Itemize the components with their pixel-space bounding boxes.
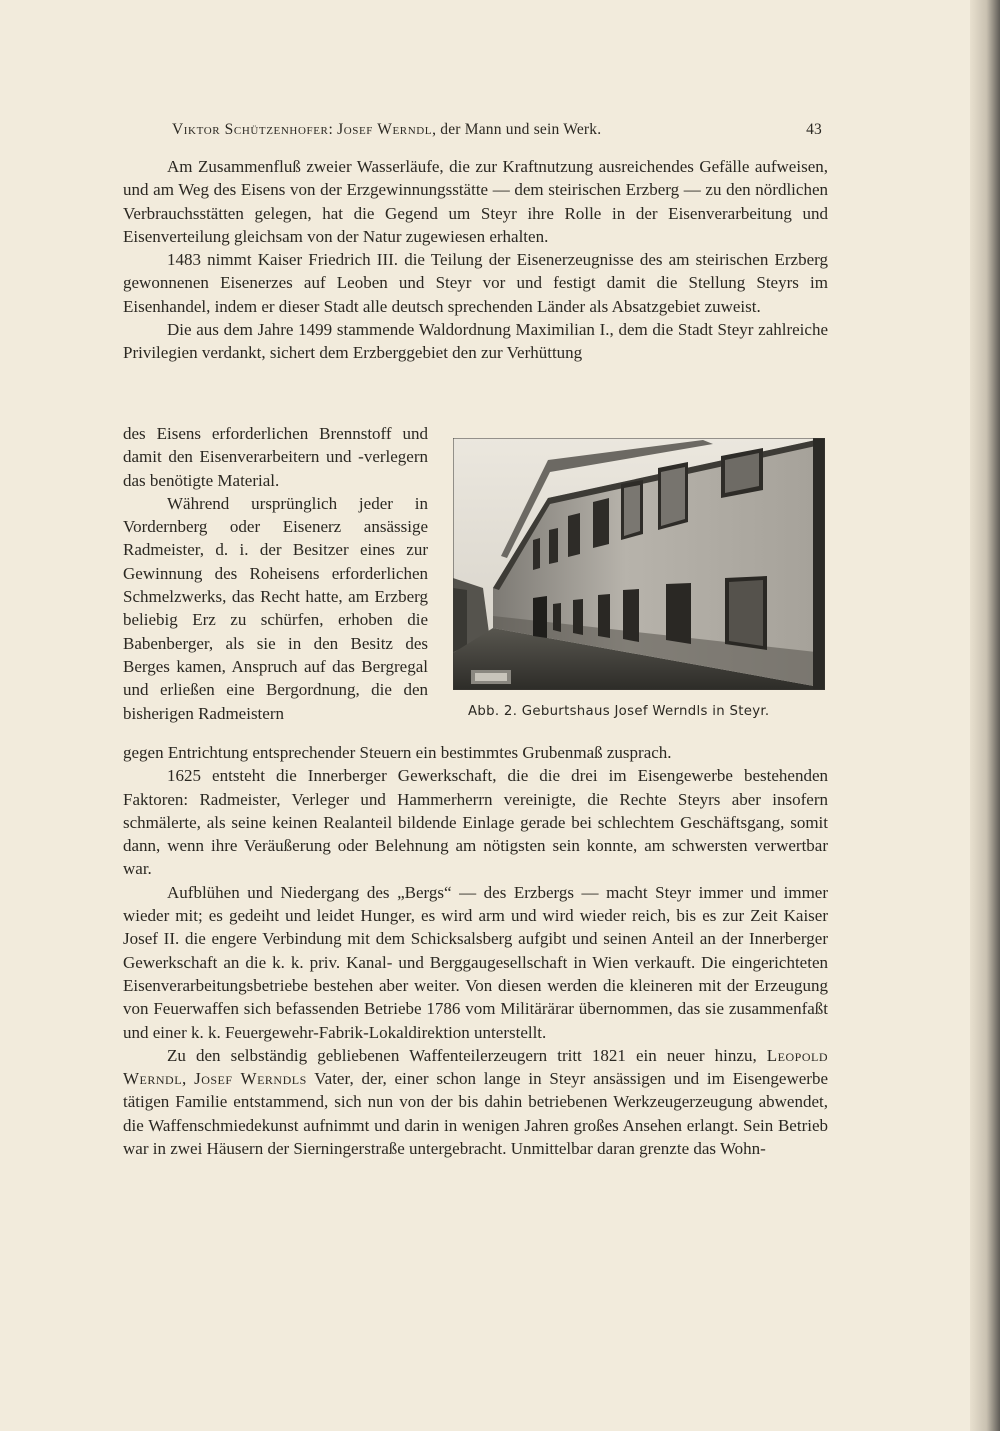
paragraph-7-sep: ,	[182, 1069, 195, 1089]
paragraph-7	[123, 1044, 828, 1160]
paragraph-7-end: Vater, der, einer schon lange in Steyr ansässigen und im Eisengewerbe tätigen Familie entstammend, sich nun von der bis dahin betriebenen Werkzeugerzeugung abwendet, die Waffenschmiedekunst aufnimmt und darin in wenigen Jahren großes Ansehen erlangt. Sein Betrieb war in zwei Häusern der Sierningerstraße untergebracht. Unmittelbar daran grenzte das Wohn-	[123, 1069, 828, 1159]
text-block-beside-figure	[123, 422, 428, 725]
person-josef-werndl: Josef Werndls	[194, 1069, 307, 1089]
paragraph-5: 1625 entsteht die Innerberger Gewerkschaft, die die drei im Eisengewerbe bestehenden Faktoren: Radmeister, Verleger und Hammerherrn vereinigte, die Rechte Steyrs aber insofern schmälerte, als seine keinen Realanteil bildende Einlage gerade bei schlechtem Geschäftsgang, somit dann, wenn ihre Veräußerung oder Belehnung am nötigsten sein konnte, am schwersten verwertbar war.	[123, 766, 828, 879]
paragraph-1: Am Zusammenfluß zweier Wasserläufe, die zur Kraftnutzung ausreichendes Gefälle aufweisen, und am Weg des Eisens von der Erzgewinnungsstätte — dem steirischen Erzberg — zu den nördlichen Verbrauchsstätten gelegen, hat die Gegend um Steyr ihre Rolle in der Eisenverarbeitung und Eisenverteilung gleichsam von der Natur zugewiesen erhalten.	[123, 157, 828, 246]
page-edge-shadow	[970, 0, 1000, 1431]
header-separator: :	[328, 121, 334, 138]
figure-photo	[453, 438, 825, 690]
person-leopold-werndl: Leopold Werndl	[123, 1045, 828, 1089]
figure-caption: Abb. 2. Geburtshaus Josef Werndls in Steyr.	[468, 704, 770, 719]
paragraph-4-rest: gegen Entrichtung entsprechender Steuern ein bestimmtes Grubenmaß zusprach.	[123, 743, 672, 762]
running-title	[172, 121, 601, 139]
text-block-top	[123, 155, 828, 365]
paragraph-6: Aufblühen und Niedergang des „Bergs“ — des Erzbergs — macht Steyr immer und immer wieder mit; es gedeiht und leidet Hunger, es wird arm und wird wieder reich, bis es zur Zeit Kaiser Josef II. die engere Verbindung mit dem Schicksalsberg aufgibt und seinen Anteil an der Innerberger Gewerkschaft an die k. k. priv. Kanal- und Berggaugesellschaft in Wien verkauft. Die eingerichteten Eisenverarbeitungsbetriebe bestehen aber weiter. Von diesen werden die kleineren mit der Erzeugung von Feuerwaffen sich befassenden Betriebe 1786 vom Militärärar übernommen, das sie zusammenfaßt und einer k. k. Feuergewehr-Fabrik-Lokaldirektion unterstellt.	[123, 882, 828, 1042]
header-subject: Josef Werndl	[337, 121, 433, 138]
page-number: 43	[806, 121, 822, 138]
paragraph-4: Während ursprünglich jeder in Vordernberg oder Eisenerz ansässige Radmeister, d. i. der Besitzer eines zur Gewinnung des Roheisens erforderlichen Schmelzwerks, das Recht hatte, am Erzberg beliebig Erz zu schürfen, erhoben die Babenberger, als sie in den Besitz des Berges kamen, Anspruch auf das Bergregal und erließen eine Bergordnung, die den bisherigen Radmeistern	[123, 493, 428, 723]
running-header	[172, 121, 822, 143]
header-author: Viktor Schützenhofer	[172, 121, 329, 138]
paragraph-3-rest: des Eisens erforderlichen Brennstoff und damit den Eisenverarbeitern und -verlegern das benötigte Material.	[123, 424, 428, 490]
paragraph-3-first: Die aus dem Jahre 1499 stammende Waldordnung Maximilian I., dem die Stadt Steyr zahlreiche Privilegien verdankt, sichert dem Erzberggebiet den zur Verhüttung	[123, 320, 828, 363]
header-title-rest: , der Mann und sein Werk.	[432, 121, 602, 138]
paragraph-7-start: Zu den selbständig gebliebenen Waffenteilerzeugern tritt 1821 ein neuer hinzu,	[167, 1045, 757, 1065]
birth-house-photo	[453, 438, 825, 690]
text-block-bottom	[123, 741, 828, 1160]
paragraph-2: 1483 nimmt Kaiser Friedrich III. die Teilung der Eisenerzeugnisse des am steirischen Erzberg gewonnenen Eisenerzes auf Leoben und Steyr vor und festigt damit die Stellung Steyrs im Eisenhandel, indem er dieser Stadt alle deutsch sprechenden Länder als Absatzgebiet zuweist.	[123, 250, 828, 316]
